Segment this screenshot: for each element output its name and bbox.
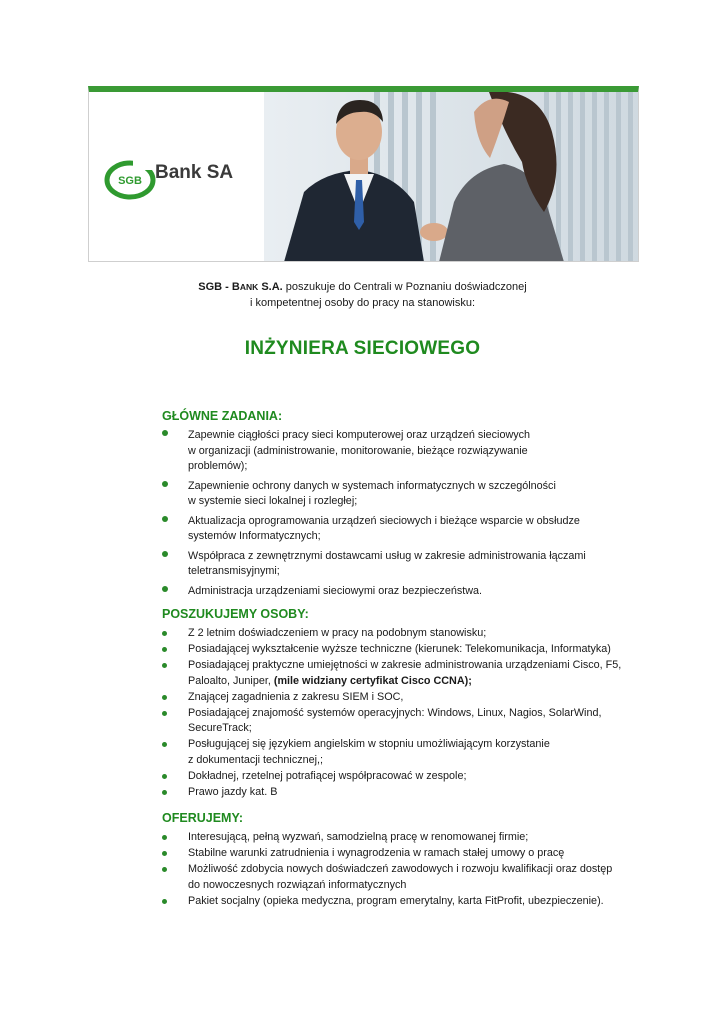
intro-line-1 <box>0 279 725 295</box>
list-item: Administracja urządzeniami sieciowymi oraz bezpieczeństwa. <box>162 584 642 600</box>
bullet-icon <box>162 742 167 747</box>
bullet-icon <box>162 899 167 904</box>
bullet-icon <box>162 835 167 840</box>
bullet-icon <box>162 647 167 652</box>
list-item: Aktualizacja oprogramowania urządzeń sieciowych i bieżące wsparcie w obsłudze systemów Informatycznych; <box>162 514 642 545</box>
list-item: Posiadającej praktyczne umiejętności w zakresie administrowania urządzeniami Cisco, F5, Paloalto, Juniper, (mile widziany certyfikat Cisco CCNA); <box>162 658 642 689</box>
intro-text <box>0 279 725 311</box>
list-item: Zapewnienie ochrony danych w systemach informatycznych w szczególności w systemie sieci lokalnej i rozległej; <box>162 479 642 510</box>
logo-badge-text: SGB <box>118 175 142 187</box>
bullet-icon <box>162 695 167 700</box>
sgb-logo-ring-icon <box>103 152 163 208</box>
bullet-icon <box>162 631 167 636</box>
bullet-icon <box>162 430 168 436</box>
bullet-icon <box>162 711 167 716</box>
list-item: Posiadającej znajomość systemów operacyjnych: Windows, Linux, Nagios, SolarWind, SecureTrack; <box>162 706 642 737</box>
list-item: Znającej zagadnienia z zakresu SIEM i SOC, <box>162 690 642 706</box>
list-item: Posługującej się językiem angielskim w stopniu umożliwiającym korzystanie z dokumentacji technicznej,; <box>162 737 642 768</box>
list-item: Z 2 letnim doświadczeniem w pracy na podobnym stanowisku; <box>162 626 642 642</box>
company-prefix: SGB - B <box>198 281 240 293</box>
bullet-icon <box>162 867 167 872</box>
company-suffix: S.A. <box>258 281 283 293</box>
list-item: Zapewnie ciągłości pracy sieci komputerowej oraz urządzeń sieciowych w organizacji (administrowanie, monitorowanie, bieżące rozwiązywanie problemów); <box>162 428 642 475</box>
list-item: Pakiet socjalny (opieka medyczna, program emerytalny, karta FitProfit, ubezpieczenie). <box>162 894 642 910</box>
bullet-icon <box>162 851 167 856</box>
bullet-icon <box>162 586 168 592</box>
list-item: Posiadającej wykształcenie wyższe techniczne (kierunek: Telekomunikacja, Informatyka) <box>162 642 642 658</box>
intro-line-1-rest: poszukuje do Centrali w Poznaniu doświadczonej <box>282 281 527 293</box>
list-item: Interesującą, pełną wyzwań, samodzielną pracę w renomowanej firmie; <box>162 830 642 846</box>
business-people-photo <box>264 92 639 262</box>
list-item: Dokładnej, rzetelnej potrafiącej współpracować w zespole; <box>162 769 642 785</box>
tasks-heading: GŁÓWNE ZADANIA: <box>162 409 283 423</box>
list-item: Współpraca z zewnętrznymi dostawcami usług w zakresie administrowania łączami teletransmisyjnymi; <box>162 549 642 580</box>
tasks-list <box>162 428 642 603</box>
bullet-icon <box>162 516 168 522</box>
list-item: Możliwość zdobycia nowych doświadczeń zawodowych i rozwoju kwalifikacji oraz dostęp do nowoczesnych rozwiązań informatycznych <box>162 862 642 893</box>
requirements-heading: POSZUKUJEMY OSOBY: <box>162 607 309 621</box>
bullet-icon <box>162 774 167 779</box>
list-item: Stabilne warunki zatrudnienia i wynagrodzenia w ramach stałej umowy o pracę <box>162 846 642 862</box>
bullet-icon <box>162 551 168 557</box>
list-item: Prawo jazdy kat. B <box>162 785 642 801</box>
requirements-list <box>162 626 642 801</box>
intro-line-2: i kompetentnej osoby do pracy na stanowisku: <box>249 297 476 309</box>
bullet-icon <box>162 481 168 487</box>
company-small: ANK <box>239 282 259 292</box>
offer-list <box>162 830 642 910</box>
logo-text: Bank SA <box>155 162 234 183</box>
offer-heading: OFERUJEMY: <box>162 811 244 825</box>
job-title: INŻYNIERA SIECIOWEGO <box>244 338 481 359</box>
sgb-logo <box>103 152 253 208</box>
bullet-icon <box>162 790 167 795</box>
header-banner <box>88 86 639 262</box>
bullet-icon <box>162 663 167 668</box>
